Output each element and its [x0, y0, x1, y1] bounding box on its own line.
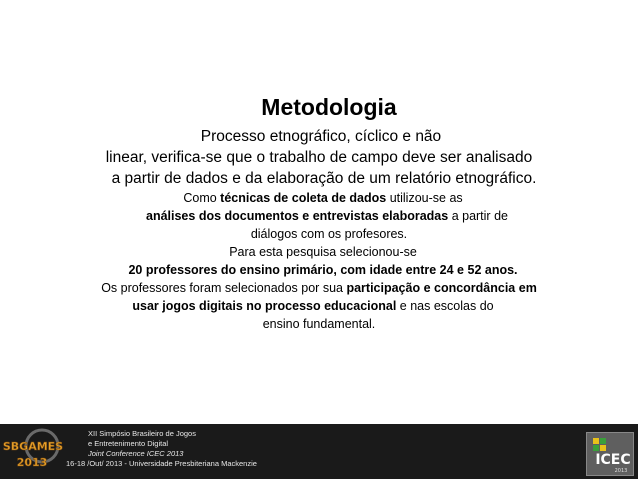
paragraph-4-line-2	[0, 297, 632, 315]
slide-title: Metodologia	[261, 94, 397, 120]
paragraph-2-text: Como	[183, 191, 221, 205]
paragraph-4-text: e nas escolas do	[396, 299, 494, 313]
footer-bar	[0, 424, 638, 479]
sbgames-logo-year: 2013	[16, 456, 48, 469]
footer-line-3: Joint Conference ICEC 2013	[88, 449, 184, 458]
sbgames-logo	[2, 426, 64, 476]
paragraph-1-line-1: Processo etnográfico, cíclico e não	[200, 128, 442, 145]
paragraph-2-line-1	[4, 189, 638, 207]
paragraph-4-bold: usar jogos digitais no processo educacional	[132, 299, 397, 313]
paragraph-1-line-2: linear, verifica-se que o trabalho de campo deve ser analisado	[105, 149, 533, 166]
paragraph-2-text: a partir de	[448, 209, 508, 223]
icec-logo-text: ICEC	[595, 452, 631, 468]
sbgames-logo-graphic	[2, 426, 64, 476]
slide-content	[0, 92, 638, 333]
paragraph-1-line-3: a partir de dados e da elaboração de um relatório etnográfico.	[111, 170, 537, 187]
paragraph-2-bold: análises dos documentos e entrevistas elaboradas	[146, 209, 449, 223]
icec-logo-graphic	[587, 433, 633, 475]
paragraph-2-line-3: diálogos com os profesores.	[250, 227, 408, 241]
paragraph-4-text: Os professores foram selecionados por sua	[101, 281, 347, 295]
paragraph-2-text: utilizou-se as	[386, 191, 463, 205]
footer-line-4: 16-18 /Out/ 2013 - Universidade Presbiteriana Mackenzie	[66, 459, 257, 468]
paragraph-4-bold: participação e concordância em	[346, 281, 537, 295]
paragraph-3-line-1: Para esta pesquisa selecionou-se	[229, 245, 417, 259]
paragraph-4-line-3: ensino fundamental.	[262, 317, 376, 331]
paragraph-2-bold: técnicas de coleta de dados	[220, 191, 387, 205]
paragraph-3-bold: 20 professores do ensino primário, com idade entre 24 e 52 anos.	[128, 263, 518, 277]
icec-logo	[586, 432, 634, 476]
paragraph-3-line-2	[4, 261, 638, 279]
sbgames-logo-text: SBGAMES	[2, 440, 64, 453]
footer-event-info	[66, 429, 279, 469]
footer-line-2: e Entretenimento Digital	[88, 439, 169, 448]
paragraph-4-line-1	[0, 279, 638, 297]
icec-logo-year: 2013	[614, 468, 628, 474]
paragraph-2-line-2	[8, 207, 638, 225]
footer-line-1: XII Simpósio Brasileiro de Jogos	[88, 429, 196, 438]
